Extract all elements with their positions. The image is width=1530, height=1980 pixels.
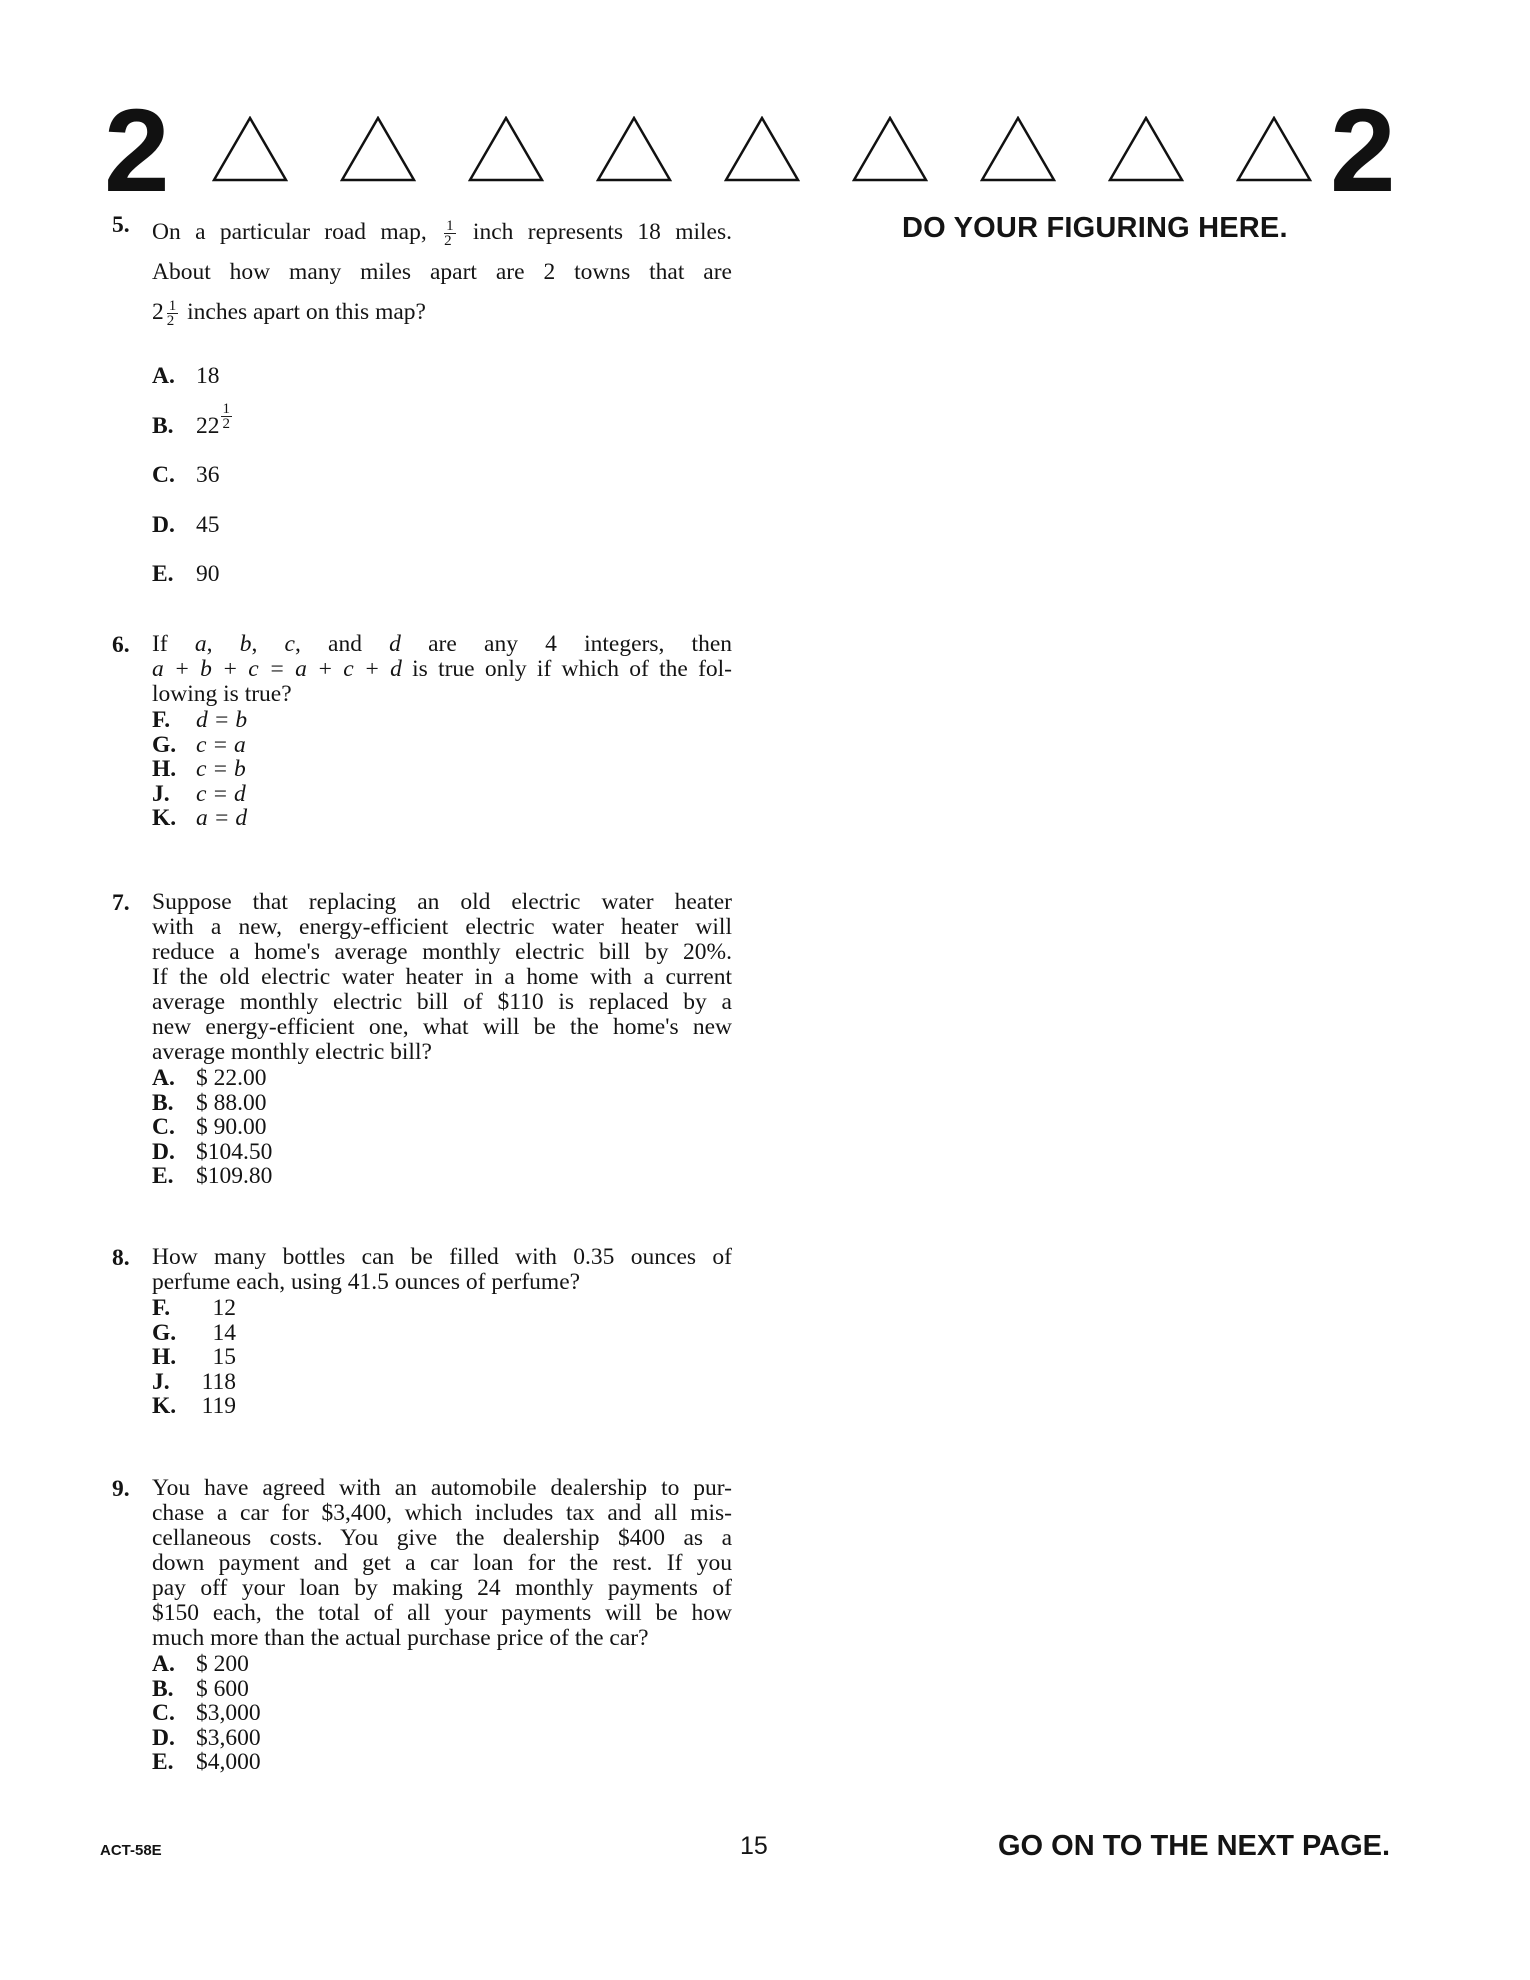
option-text: $ 88.00 <box>196 1089 267 1116</box>
next-page-instruction: GO ON TO THE NEXT PAGE. <box>998 1830 1391 1862</box>
answer-option[interactable] <box>152 352 732 402</box>
question-line: much more than the actual purchase price of the car? <box>152 1625 649 1651</box>
answer-option[interactable] <box>152 1726 732 1751</box>
option-letter: K. <box>152 805 177 831</box>
option-letter: C. <box>152 462 175 488</box>
option-letter: B. <box>152 412 174 439</box>
answer-option[interactable] <box>152 708 732 733</box>
question-line: If the old electric water heater in a home with a current <box>152 964 732 990</box>
option-text: 12 <box>212 1295 236 1321</box>
option-text: c = b <box>196 756 246 782</box>
figuring-label: DO YOUR FIGURING HERE. <box>902 212 1288 244</box>
fraction-numerator: 1 <box>168 298 177 315</box>
answer-option[interactable] <box>152 1164 732 1189</box>
text-run: inches apart on this map? <box>187 299 426 325</box>
option-text: $4,000 <box>196 1749 261 1775</box>
fraction <box>444 219 456 248</box>
triangle-icon <box>852 116 928 182</box>
option-text: a = d <box>196 805 248 831</box>
answer-options <box>152 708 732 831</box>
option-text: $109.80 <box>196 1163 273 1189</box>
question-text <box>152 890 732 1065</box>
text-run: 2 <box>152 299 164 325</box>
triangle-icon <box>980 116 1056 182</box>
option-letter: E. <box>152 1749 174 1775</box>
answer-option[interactable] <box>152 1321 732 1346</box>
option-text: 22 <box>196 412 220 439</box>
question-line: pay off your loan by making 24 monthly payments of <box>152 1575 732 1601</box>
answer-option[interactable] <box>152 1677 732 1702</box>
option-text: $ 22.00 <box>196 1065 267 1091</box>
text-run: is true only if which of the fol- <box>412 656 732 682</box>
answer-option[interactable] <box>152 1091 732 1116</box>
question-number: 6. <box>112 632 130 658</box>
question-7 <box>112 890 732 1189</box>
fraction-numerator: 1 <box>446 218 454 235</box>
option-text: 18 <box>196 363 220 389</box>
option-text: 118 <box>201 1368 236 1395</box>
option-text: 45 <box>196 511 220 538</box>
fraction-denominator: 2 <box>222 415 230 432</box>
option-letter: A. <box>152 1065 175 1091</box>
option-text: c = a <box>196 731 246 758</box>
option-letter: E. <box>152 561 174 587</box>
option-text: c = d <box>196 780 246 807</box>
question-6 <box>112 632 732 831</box>
question-text <box>152 212 732 332</box>
question-line: You have agreed with an automobile dealership to pur- <box>152 1475 732 1501</box>
question-line: How many bottles can be filled with 0.35 ounces of <box>152 1244 732 1270</box>
answer-options <box>152 1296 732 1419</box>
answer-option[interactable] <box>152 1140 732 1165</box>
option-letter: F. <box>152 1295 171 1321</box>
question-line: Suppose that replacing an old electric water heater <box>152 889 732 915</box>
option-text: 36 <box>196 462 220 488</box>
option-text: $ 600 <box>196 1675 249 1702</box>
answer-option[interactable] <box>152 1750 732 1775</box>
option-letter: C. <box>152 1700 175 1726</box>
option-letter: J. <box>152 1368 170 1395</box>
option-letter: D. <box>152 511 175 538</box>
answer-option[interactable] <box>152 402 732 452</box>
option-text: $ 90.00 <box>196 1114 267 1140</box>
question-5 <box>112 212 732 600</box>
question-line: About how many miles apart are 2 towns that are <box>152 259 732 285</box>
question-line <box>152 212 732 252</box>
variable: b <box>239 631 252 657</box>
answer-option[interactable] <box>152 1394 732 1419</box>
answer-option[interactable] <box>152 806 732 831</box>
answer-option[interactable] <box>152 550 732 600</box>
option-text: 119 <box>201 1393 236 1419</box>
variable: d <box>389 631 401 657</box>
triangle-row <box>210 116 1320 194</box>
fraction-numerator: 1 <box>222 400 230 417</box>
question-number: 9. <box>112 1476 130 1502</box>
question-8 <box>112 1245 732 1419</box>
question-line: chase a car for $3,400, which includes tax and all mis- <box>152 1500 732 1526</box>
option-letter: D. <box>152 1138 175 1165</box>
option-letter: J. <box>152 780 170 807</box>
option-letter: G. <box>152 1319 177 1346</box>
question-line: cellaneous costs. You give the dealership $400 as a <box>152 1525 732 1551</box>
text-run: inch represents 18 miles. <box>472 219 732 245</box>
option-text: 15 <box>212 1344 236 1370</box>
fraction-denominator: 2 <box>444 233 452 250</box>
question-line: perfume each, using 41.5 ounces of perfume? <box>152 1269 581 1295</box>
option-letter: A. <box>152 1651 175 1677</box>
option-text: $104.50 <box>196 1138 273 1165</box>
answer-option[interactable] <box>152 1345 732 1370</box>
text-run: and <box>328 631 362 657</box>
question-text <box>152 632 732 707</box>
question-text <box>152 1245 732 1295</box>
question-line: If a, b, c, and d are any 4 integers, then <box>152 631 733 657</box>
option-text: d = b <box>196 707 248 733</box>
answer-option[interactable] <box>152 1066 732 1091</box>
question-text <box>152 1476 732 1651</box>
triangle-icon <box>340 116 416 182</box>
option-letter: D. <box>152 1724 175 1751</box>
answer-option[interactable] <box>152 1115 732 1140</box>
option-letter: H. <box>152 1344 177 1370</box>
page-number: 15 <box>740 1832 768 1860</box>
answer-option[interactable] <box>152 451 732 501</box>
question-line: down payment and get a car loan for the rest. If you <box>152 1550 732 1576</box>
option-letter: H. <box>152 756 177 782</box>
form-code: ACT-58E <box>100 1842 162 1859</box>
triangle-icon <box>1236 116 1312 182</box>
question-number: 7. <box>112 890 130 916</box>
option-letter: G. <box>152 731 177 758</box>
answer-option[interactable] <box>152 501 732 551</box>
option-letter: F. <box>152 707 171 733</box>
answer-option[interactable] <box>152 733 732 758</box>
option-text: 14 <box>212 1319 236 1346</box>
option-letter: B. <box>152 1089 174 1116</box>
answer-option[interactable] <box>152 757 732 782</box>
question-number: 5. <box>112 212 130 238</box>
variable: a <box>194 631 207 657</box>
fraction-denominator: 2 <box>166 313 175 330</box>
answer-option[interactable] <box>152 782 732 807</box>
question-line: $150 each, the total of all your payments will be how <box>152 1600 732 1626</box>
option-letter: C. <box>152 1114 175 1140</box>
section-number-left: 2 <box>104 85 170 217</box>
answer-options <box>152 1652 732 1775</box>
triangle-icon <box>468 116 544 182</box>
answer-options <box>152 352 732 600</box>
question-line: lowing is true? <box>152 681 292 707</box>
answer-option[interactable] <box>152 1370 732 1395</box>
variable: c <box>284 631 295 657</box>
question-line <box>152 292 732 332</box>
option-letter: E. <box>152 1163 174 1189</box>
question-line: average monthly electric bill of $110 is replaced by a <box>152 989 732 1015</box>
triangle-icon <box>596 116 672 182</box>
option-letter: K. <box>152 1393 177 1419</box>
question-line: new energy-efficient one, what will be the home's new <box>152 1014 732 1040</box>
question-line: average monthly electric bill? <box>152 1039 432 1065</box>
triangle-icon <box>724 116 800 182</box>
answer-option[interactable] <box>152 1701 732 1726</box>
option-letter: A. <box>152 363 175 389</box>
option-text: $3,600 <box>196 1724 261 1751</box>
fraction <box>167 299 179 328</box>
equation: a + b + c = a + c + d <box>152 656 402 682</box>
question-9 <box>112 1476 732 1775</box>
question-line: reduce a home's average monthly electric bill by 20%. <box>152 939 732 965</box>
answer-option[interactable] <box>152 1652 732 1677</box>
triangle-icon <box>212 116 288 182</box>
answer-options <box>152 1066 732 1189</box>
triangle-icon <box>1108 116 1184 182</box>
text-run: If <box>152 631 168 657</box>
section-number-right: 2 <box>1330 85 1396 217</box>
text-run: are any 4 integers, then <box>428 631 733 657</box>
fraction <box>221 402 233 452</box>
question-line: with a new, energy-efficient electric water heater will <box>152 914 732 940</box>
question-line <box>152 657 732 682</box>
answer-option[interactable] <box>152 1296 732 1321</box>
option-letter: B. <box>152 1675 174 1702</box>
option-text: 90 <box>196 561 220 587</box>
question-number: 8. <box>112 1245 130 1271</box>
option-text: $ 200 <box>196 1651 249 1677</box>
text-run: On a particular road map, <box>152 219 427 245</box>
option-text: $3,000 <box>196 1700 261 1726</box>
